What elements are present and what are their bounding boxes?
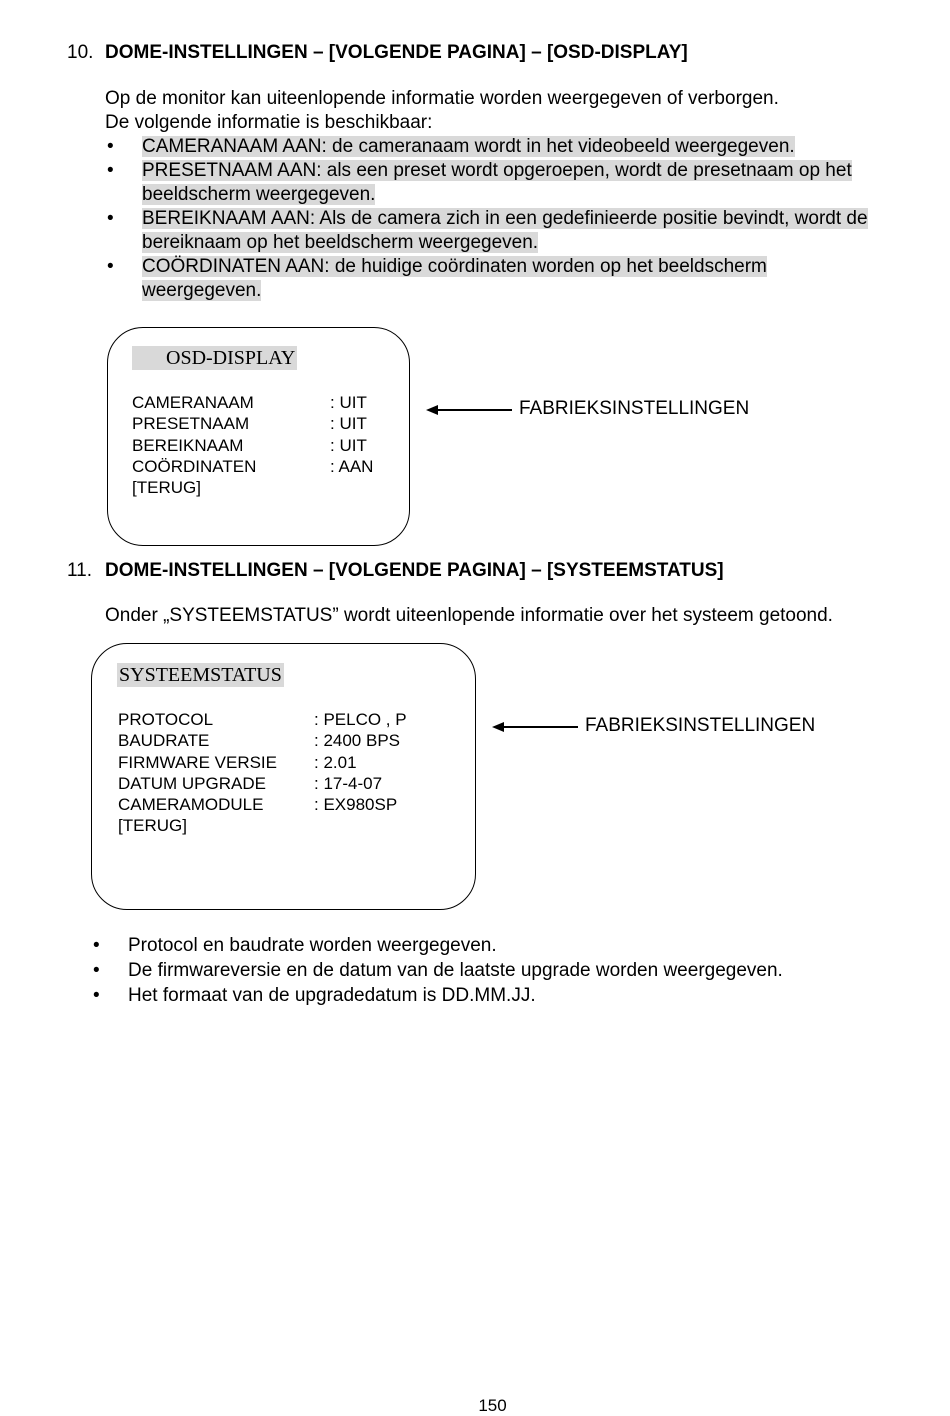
section-number: 11. xyxy=(67,560,93,581)
setting-row xyxy=(132,392,373,413)
list-item xyxy=(105,159,927,207)
section-title: DOME-INSTELLINGEN – [VOLGENDE PAGINA] – [OSD-DISPLAY] xyxy=(105,42,688,63)
setting-label: CAMERANAAM xyxy=(132,393,254,412)
section-11-bullet-list xyxy=(91,933,911,1008)
system-status-screen xyxy=(91,643,476,910)
status-value: : 2.01 xyxy=(314,752,357,772)
factory-settings-callout xyxy=(424,397,749,421)
status-label: PROTOCOL xyxy=(118,710,214,729)
status-value: : 2400 BPS xyxy=(314,731,401,751)
status-label: BAUDRATE xyxy=(118,731,210,751)
section-10-bullet-list xyxy=(105,135,927,303)
status-row xyxy=(118,794,407,815)
setting-value: : UIT xyxy=(330,435,367,455)
list-item xyxy=(91,983,911,1008)
bullet-text: Het formaat van de upgradedatum is DD.MM.JJ. xyxy=(128,985,536,1006)
list-item xyxy=(105,135,927,159)
list-item xyxy=(105,255,862,303)
page-number: 150 xyxy=(478,1396,507,1415)
bullet-text: COÖRDINATEN AAN: de huidige coördinaten worden op het beeldscherm weergegeven. xyxy=(142,256,767,301)
setting-value: : UIT xyxy=(330,393,367,412)
arrow-left-icon xyxy=(424,397,514,421)
setting-label: COÖRDINATEN xyxy=(132,456,257,476)
intro-line: Op de monitor kan uiteenlopende informatie worden weergegeven of verborgen. xyxy=(105,88,779,109)
setting-row xyxy=(132,435,373,456)
setting-row xyxy=(132,456,373,477)
callout-label: FABRIEKSINSTELLINGEN xyxy=(519,398,750,419)
list-item xyxy=(91,933,911,958)
setting-row xyxy=(132,413,373,434)
status-label: CAMERAMODULE xyxy=(118,795,264,815)
bullet-text: CAMERANAAM AAN: de cameranaam wordt in het videobeeld weergegeven. xyxy=(142,136,795,157)
intro-line: De volgende informatie is beschikbaar: xyxy=(105,112,433,133)
status-value: : PELCO , P xyxy=(314,710,407,729)
bullet-text: Protocol en baudrate worden weergegeven. xyxy=(128,935,497,956)
bullet-text: De firmwareversie en de datum van de laatste upgrade worden weergegeven. xyxy=(128,960,783,981)
osd-display-screen xyxy=(107,327,410,546)
status-row xyxy=(118,752,407,773)
osd-settings-list xyxy=(132,392,373,498)
section-title: DOME-INSTELLINGEN – [VOLGENDE PAGINA] – [SYSTEEMSTATUS] xyxy=(105,560,724,581)
status-row xyxy=(118,709,407,730)
status-value: : 17-4-07 xyxy=(314,773,383,793)
status-label: DATUM UPGRADE xyxy=(118,773,266,793)
section-11-intro: Onder „SYSTEEMSTATUS” wordt uiteenlopende informatie over het systeem getoond. xyxy=(105,605,833,626)
bullet-text: PRESETNAAM AAN: als een preset wordt opgeroepen, wordt de presetnaam op het beeldscherm weergegeven. xyxy=(142,160,852,205)
setting-value: : AAN xyxy=(330,456,374,476)
screen-title: SYSTEEMSTATUS xyxy=(119,664,282,686)
bullet-text: BEREIKNAAM AAN: Als de camera zich in een gedefinieerde positie bevindt, wordt de bereiknaam op het beeldscherm weergegeven. xyxy=(142,208,868,253)
section-10-heading xyxy=(67,42,688,64)
callout-label: FABRIEKSINSTELLINGEN xyxy=(585,715,816,736)
back-option: [TERUG] xyxy=(132,478,201,498)
setting-label: BEREIKNAAM xyxy=(132,435,244,455)
setting-label: PRESETNAAM xyxy=(132,414,250,434)
section-11-heading xyxy=(67,560,724,582)
section-number: 10. xyxy=(67,42,94,63)
list-item xyxy=(91,958,911,983)
status-row xyxy=(118,730,407,751)
status-row xyxy=(118,773,407,794)
setting-value: : UIT xyxy=(330,414,367,434)
list-item xyxy=(105,207,927,255)
arrow-left-icon xyxy=(490,714,580,738)
status-list xyxy=(118,709,407,837)
factory-settings-callout xyxy=(490,714,815,738)
section-10-intro xyxy=(105,87,925,135)
back-option: [TERUG] xyxy=(118,816,187,836)
status-label: FIRMWARE VERSIE xyxy=(118,752,277,772)
status-value: : EX980SP xyxy=(314,795,398,815)
screen-title: OSD-DISPLAY xyxy=(132,346,297,370)
